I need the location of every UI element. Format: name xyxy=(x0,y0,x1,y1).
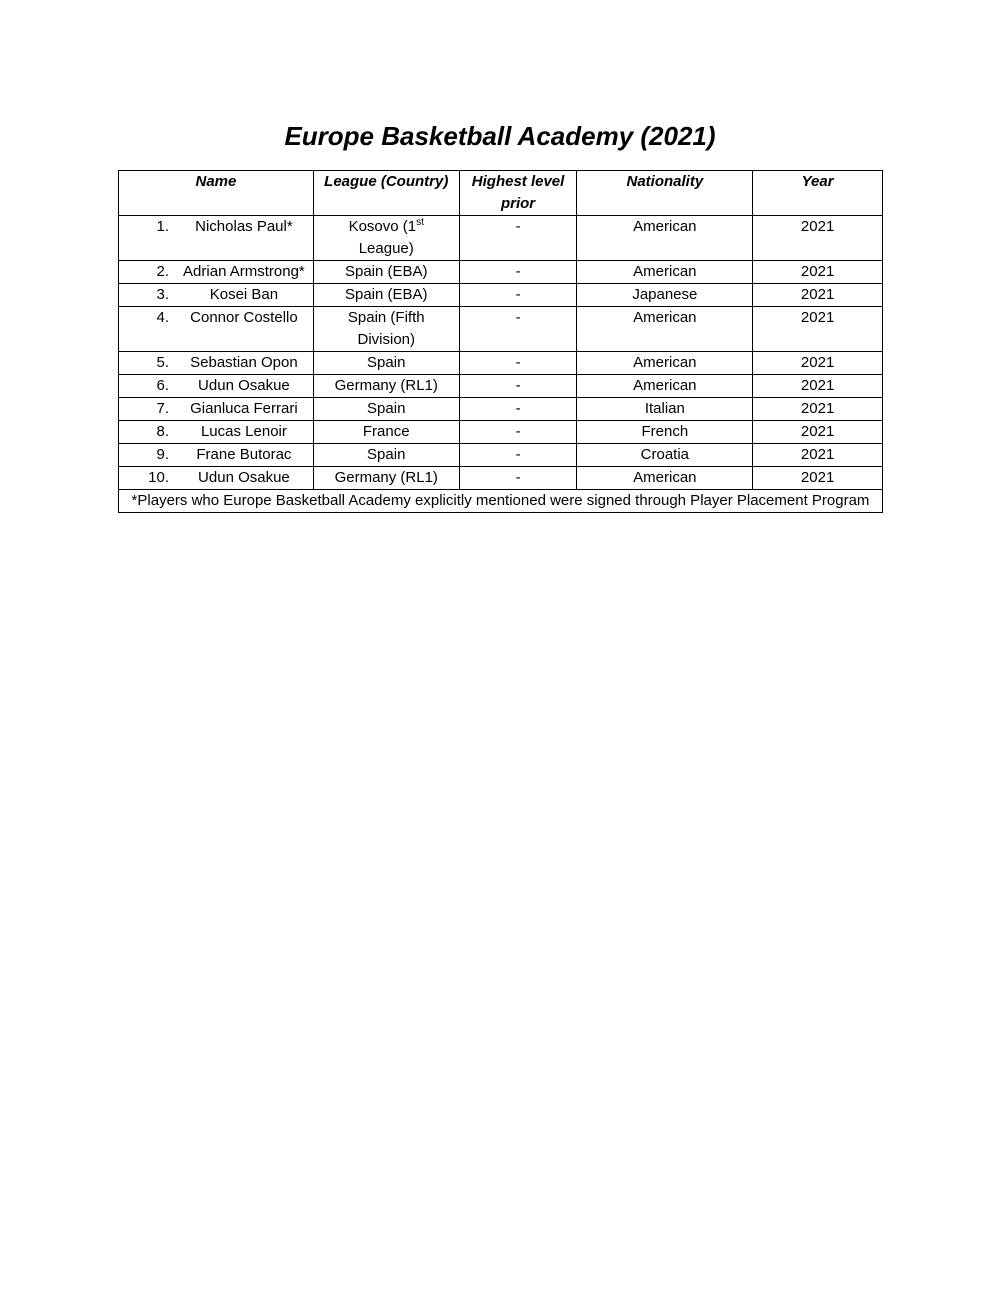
table-row xyxy=(119,398,883,421)
prior-cell: - xyxy=(459,375,577,398)
table-row xyxy=(119,352,883,375)
prior-cell: - xyxy=(459,307,577,352)
header-prior: Highest level prior xyxy=(459,171,577,216)
name-cell xyxy=(119,421,314,444)
row-number: 1. xyxy=(156,218,169,235)
prior-cell: - xyxy=(459,398,577,421)
row-number: 4. xyxy=(156,309,169,326)
year-cell: 2021 xyxy=(753,467,883,490)
nationality-cell: Croatia xyxy=(577,444,753,467)
player-name: Sebastian Opon xyxy=(190,354,298,371)
league-superscript: st xyxy=(416,217,424,228)
nationality-cell: American xyxy=(577,261,753,284)
league-cell: Spain (EBA) xyxy=(313,261,459,284)
nationality-cell: Italian xyxy=(577,398,753,421)
league-text: Kosovo (1 xyxy=(348,218,417,235)
year-cell: 2021 xyxy=(753,398,883,421)
row-number: 10. xyxy=(148,469,169,486)
player-name: Udun Osakue xyxy=(198,377,290,394)
footnote: *Players who Europe Basketball Academy explicitly mentioned were signed through Player Placement Program xyxy=(119,490,883,513)
roster-table xyxy=(118,170,883,513)
name-cell xyxy=(119,398,314,421)
name-cell xyxy=(119,261,314,284)
nationality-cell: Japanese xyxy=(577,284,753,307)
year-cell: 2021 xyxy=(753,352,883,375)
row-number: 3. xyxy=(156,286,169,303)
row-number: 8. xyxy=(156,423,169,440)
player-name: Nicholas Paul* xyxy=(195,218,293,235)
year-cell: 2021 xyxy=(753,375,883,398)
year-cell: 2021 xyxy=(753,444,883,467)
league-cell: Spain xyxy=(313,352,459,375)
page-title: Europe Basketball Academy (2021) xyxy=(284,121,716,151)
header-name: Name xyxy=(119,171,314,216)
nationality-cell: French xyxy=(577,421,753,444)
player-name: Lucas Lenoir xyxy=(200,423,287,440)
nationality-cell: American xyxy=(577,352,753,375)
nationality-cell: American xyxy=(577,375,753,398)
league-cell: France xyxy=(313,421,459,444)
name-cell xyxy=(119,467,314,490)
row-number: 9. xyxy=(156,446,169,463)
table-row xyxy=(119,467,883,490)
league-cell: Germany (RL1) xyxy=(313,467,459,490)
name-cell xyxy=(119,352,314,375)
name-cell xyxy=(119,444,314,467)
prior-cell: - xyxy=(459,284,577,307)
league-cell: Spain xyxy=(313,444,459,467)
row-number: 5. xyxy=(156,354,169,371)
table-row xyxy=(119,216,883,261)
name-cell xyxy=(119,375,314,398)
year-cell: 2021 xyxy=(753,216,883,261)
table-row xyxy=(119,375,883,398)
nationality-cell: American xyxy=(577,467,753,490)
table-row xyxy=(119,261,883,284)
prior-cell: - xyxy=(459,216,577,261)
player-name: Connor Costello xyxy=(190,309,298,326)
row-number: 7. xyxy=(156,400,169,417)
footnote-row xyxy=(119,490,883,513)
table-row xyxy=(119,284,883,307)
prior-cell: - xyxy=(459,261,577,284)
league-cell: Spain xyxy=(313,398,459,421)
name-cell xyxy=(119,284,314,307)
year-cell: 2021 xyxy=(753,421,883,444)
prior-cell: - xyxy=(459,444,577,467)
row-number: 6. xyxy=(156,377,169,394)
league-cell: Spain (EBA) xyxy=(313,284,459,307)
player-name: Adrian Armstrong* xyxy=(183,263,305,280)
year-cell: 2021 xyxy=(753,307,883,352)
league-cell: Spain (Fifth Division) xyxy=(313,307,459,352)
year-cell: 2021 xyxy=(753,261,883,284)
prior-cell: - xyxy=(459,467,577,490)
nationality-cell: American xyxy=(577,307,753,352)
player-name: Udun Osakue xyxy=(198,469,290,486)
header-row xyxy=(119,171,883,216)
league-cell xyxy=(313,216,459,261)
table-row xyxy=(119,444,883,467)
table-row xyxy=(119,421,883,444)
header-year: Year xyxy=(753,171,883,216)
table-row xyxy=(119,307,883,352)
prior-cell: - xyxy=(459,421,577,444)
row-number: 2. xyxy=(156,263,169,280)
name-cell xyxy=(119,307,314,352)
header-league: League (Country) xyxy=(313,171,459,216)
league-cell: Germany (RL1) xyxy=(313,375,459,398)
player-name: Gianluca Ferrari xyxy=(190,400,298,417)
league-text-tail: League) xyxy=(358,240,414,257)
prior-cell: - xyxy=(459,352,577,375)
year-cell: 2021 xyxy=(753,284,883,307)
player-name: Frane Butorac xyxy=(196,446,292,463)
nationality-cell: American xyxy=(577,216,753,261)
player-name: Kosei Ban xyxy=(209,286,279,303)
header-nationality: Nationality xyxy=(577,171,753,216)
name-cell xyxy=(119,216,314,261)
